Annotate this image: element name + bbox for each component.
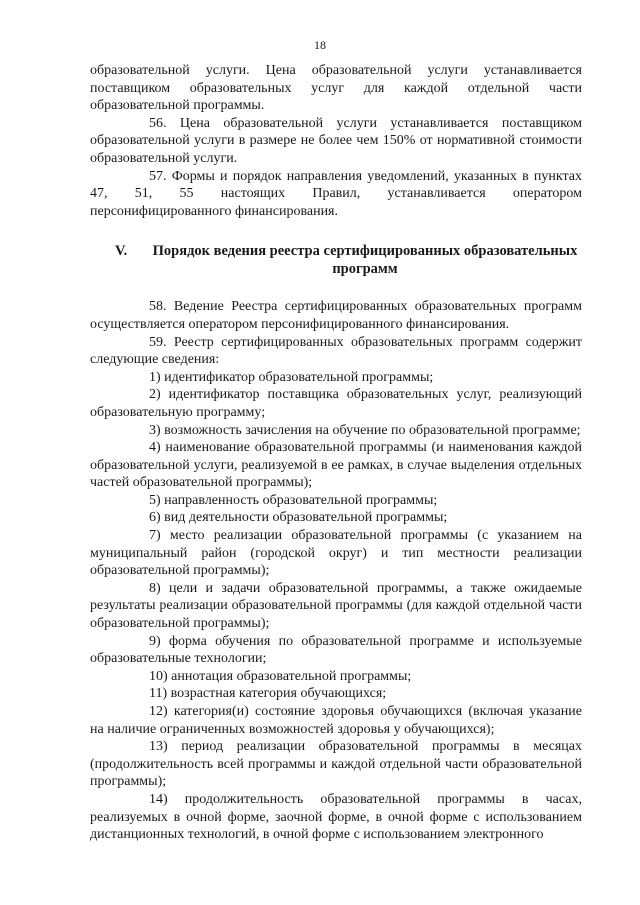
list-item-14: 14) продолжительность образовательной программы в часах, реализуемых в очной форме, заочной форме, в очной форме с использованием дистанционных технологий, в очной форме с использованием электронного — [90, 791, 582, 843]
section-number: V. — [115, 243, 128, 260]
list-item-6: 6) вид деятельности образовательной программы; — [149, 510, 448, 526]
list-item-1: 1) идентификатор образовательной программы; — [149, 369, 434, 385]
paragraph-58: 58. Ведение Реестра сертифицированных образовательных программ осуществляется оператором персонифицированного финансирования. — [90, 299, 582, 332]
section-title: Порядок ведения реестра сертифицированных образовательных программ — [152, 243, 578, 278]
list-item-4: 4) наименование образовательной программы (и наименования каждой образовательной услуги, реализуемой в ее рамках, в случае выделения отдельных частей образовательной программы); — [90, 440, 582, 491]
list-item-12: 12) категория(и) состояние здоровья обучающихся (включая указание на наличие ограниченных возможностей здоровья у обучающихся); — [90, 704, 582, 737]
paragraph-59: 59. Реестр сертифицированных образовательных программ содержит следующие сведения: — [90, 334, 582, 368]
list-item-9: 9) форма обучения по образовательной программе и используемые образовательные технологии; — [90, 633, 582, 667]
paragraph-continuation: образовательной услуги. Цена образовательной услуги устанавливается поставщиком образовательных услуг для каждой отдельной части образовательной программы. — [90, 63, 582, 114]
page-number: 18 — [314, 38, 326, 52]
paragraph-57: 57. Формы и порядок направления уведомлений, указанных в пунктах 47, 51, 55 настоящих Правил, устанавливается оператором персонифицированного финансирования. — [90, 168, 582, 219]
list-item-7: 7) место реализации образовательной программы (с указанием на муниципальный район (городской округ) и тип местности реализации образовательной программы); — [90, 528, 582, 579]
list-item-13: 13) период реализации образовательной программы в месяцах (продолжительность всей программы и каждой отдельной части образовательной программы); — [90, 739, 582, 790]
paragraph-56: 56. Цена образовательной услуги устанавливается поставщиком образовательной услуги в размере не более чем 150% от нормативной стоимости образовательной услуги. — [90, 115, 582, 166]
list-item-2: 2) идентификатор поставщика образовательных услуг, реализующий образовательную программу; — [90, 387, 582, 420]
list-item-11: 11) возрастная категория обучающихся; — [149, 686, 387, 702]
list-item-5: 5) направленность образовательной программы; — [149, 492, 438, 508]
section-heading — [90, 242, 582, 278]
list-item-8: 8) цели и задачи образовательной программы, а также ожидаемые результаты реализации образовательной программы (для каждой отдельной части образовательной программы); — [90, 580, 582, 632]
list-item-10: 10) аннотация образовательной программы; — [149, 668, 412, 684]
document-body — [90, 62, 582, 844]
list-item-3: 3) возможность зачисления на обучение по образовательной программе; — [149, 422, 581, 438]
